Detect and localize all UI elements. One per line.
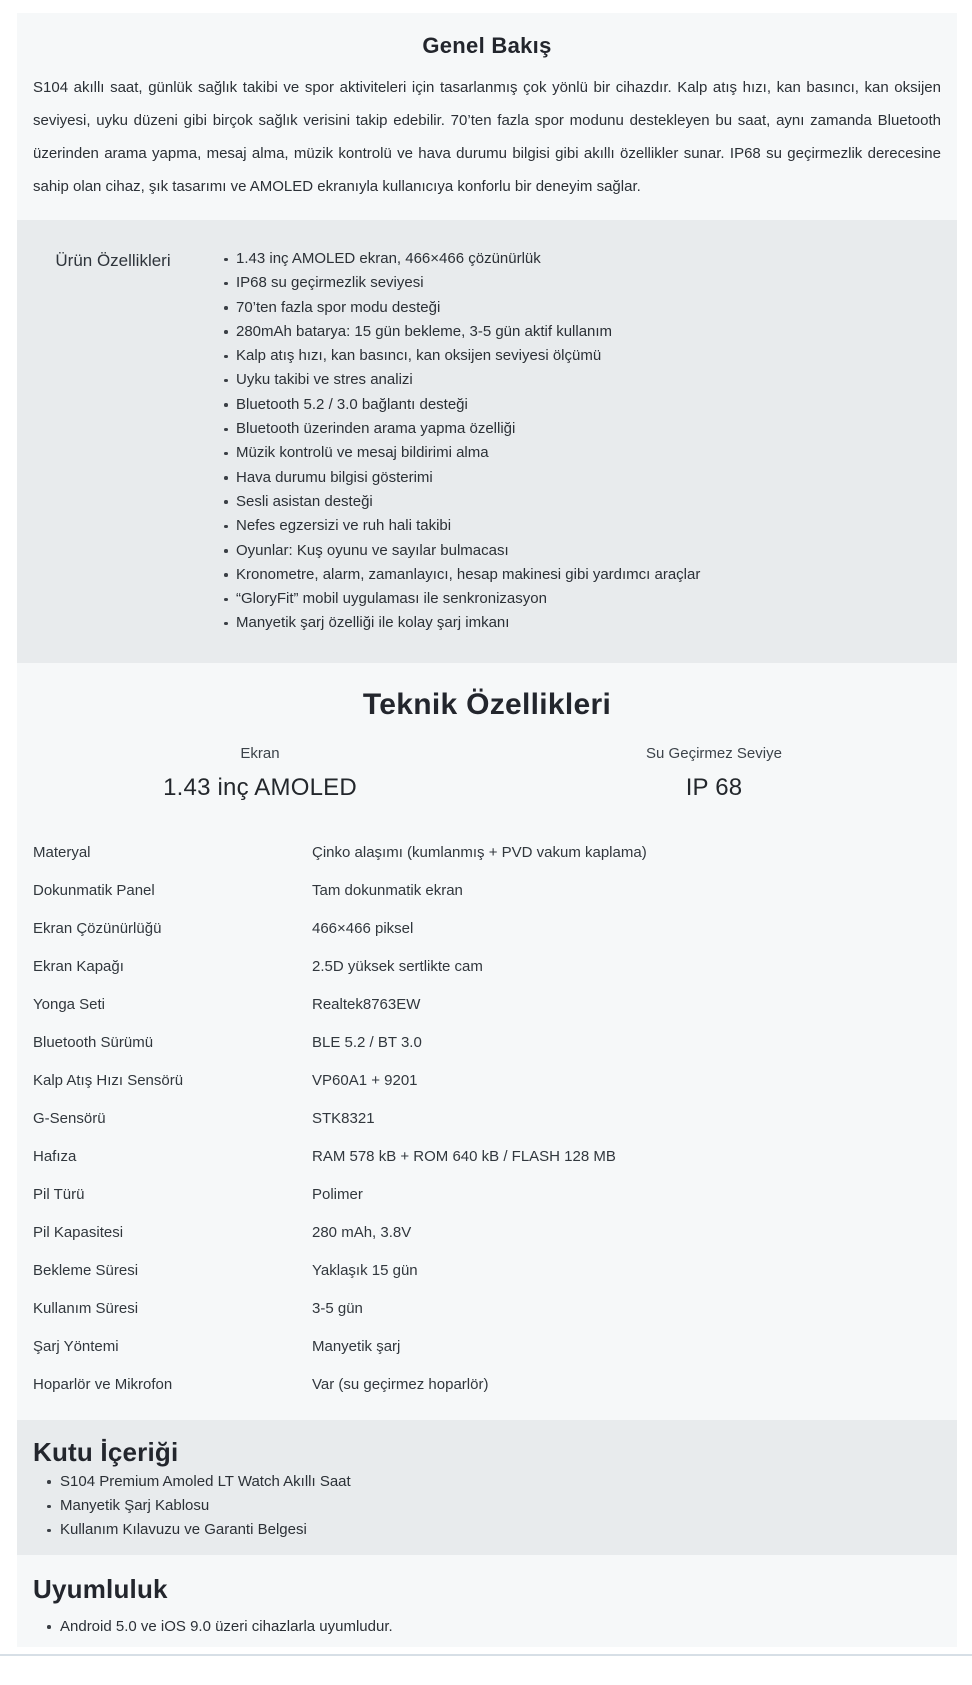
spec-row bbox=[33, 1062, 941, 1100]
spec-row bbox=[33, 948, 941, 986]
spec-row-label: Pil Kapasitesi bbox=[33, 1223, 124, 1241]
spec-row-label: Şarj Yöntemi bbox=[33, 1337, 119, 1355]
spec-row bbox=[33, 1290, 941, 1328]
box-contents-section bbox=[17, 1420, 957, 1555]
spec-row-value: Polimer bbox=[312, 1185, 363, 1203]
spec-row-value: BLE 5.2 / BT 3.0 bbox=[312, 1033, 422, 1051]
feature-item: Uyku takibi ve stres analizi bbox=[193, 368, 941, 392]
spec-row bbox=[33, 1138, 941, 1176]
spec-row-label: Bluetooth Sürümü bbox=[33, 1033, 154, 1051]
spec-highlight-label: Su Geçirmez Seviye bbox=[646, 744, 782, 762]
features-list bbox=[193, 247, 941, 636]
feature-item: Nefes egzersizi ve ruh hali takibi bbox=[193, 514, 941, 538]
spec-row-label: G-Sensörü bbox=[33, 1109, 106, 1127]
spec-row-label: Yonga Seti bbox=[33, 995, 106, 1013]
spec-row bbox=[33, 1214, 941, 1252]
spec-row-value: RAM 578 kB + ROM 640 kB / FLASH 128 MB bbox=[312, 1147, 616, 1165]
feature-item: “GloryFit” mobil uygulaması ile senkronizasyon bbox=[193, 587, 941, 611]
spec-row bbox=[33, 1024, 941, 1062]
spec-row-value: 3-5 gün bbox=[312, 1299, 363, 1317]
box-contents-title: Kutu İçeriği bbox=[33, 1436, 179, 1467]
spec-row-label: Hoparlör ve Mikrofon bbox=[33, 1375, 173, 1393]
spec-row-value: 280 mAh, 3.8V bbox=[312, 1223, 412, 1241]
spec-row-label: Bekleme Süresi bbox=[33, 1261, 139, 1279]
feature-item: Bluetooth 5.2 / 3.0 bağlantı desteği bbox=[193, 393, 941, 417]
compatibility-section bbox=[17, 1555, 957, 1647]
feature-item: Bluetooth üzerinden arama yapma özelliği bbox=[193, 417, 941, 441]
spec-highlight bbox=[487, 743, 941, 804]
feature-item: Oyunlar: Kuş oyunu ve sayılar bulmacası bbox=[193, 539, 941, 563]
spec-row-label: Ekran Çözünürlüğü bbox=[33, 919, 162, 937]
feature-item: Müzik kontrolü ve mesaj bildirimi alma bbox=[193, 441, 941, 465]
spec-row-label: Kullanım Süresi bbox=[33, 1299, 139, 1317]
spec-row-value: Realtek8763EW bbox=[312, 995, 421, 1013]
spec-row-value: Tam dokunmatik ekran bbox=[312, 881, 463, 899]
compatibility-title: Uyumluluk bbox=[33, 1573, 168, 1604]
overview-paragraph: S104 akıllı saat, günlük sağlık takibi ve spor aktiviteleri için tasarlanmış çok yönlü bir cihazdır. Kalp atış hızı, kan basıncı, kan oksijen seviyesi, uyku düzeni gibi birçok sağlık verisini takip edebilir. 70’ten fazla spor modunu destekleyen bu saat, aynı zamanda Bluetooth üzerinden arama yapma, mesaj alma, müzik kontrolü ve hava durumu bilgisi gibi akıllı özellikler sunar. IP68 su geçirmezlik derecesine sahip olan cihaz, şık tasarımı ve AMOLED ekranıyla kullanıcıya konforlu bir deneyim sağlar. bbox=[33, 79, 941, 195]
feature-item: Hava durumu bilgisi gösterimi bbox=[193, 466, 941, 490]
feature-item: 1.43 inç AMOLED ekran, 466×466 çözünürlük bbox=[193, 247, 941, 271]
feature-item: Kalp atış hızı, kan basıncı, kan oksijen seviyesi ölçümü bbox=[193, 344, 941, 368]
spec-row-value: Yaklaşık 15 gün bbox=[312, 1261, 418, 1279]
spec-row-value: STK8321 bbox=[312, 1109, 375, 1127]
compatibility-item: Android 5.0 ve iOS 9.0 üzeri cihazlarla uyumludur. bbox=[33, 1615, 941, 1639]
page-divider bbox=[0, 1654, 972, 1656]
spec-row bbox=[33, 1328, 941, 1366]
feature-item: 70’ten fazla spor modu desteği bbox=[193, 296, 941, 320]
product-description-card bbox=[17, 13, 957, 1647]
spec-row-label: Materyal bbox=[33, 843, 91, 861]
tech-title: Teknik Özellikleri bbox=[362, 687, 612, 721]
feature-item: Manyetik şarj özelliği ile kolay şarj imkanı bbox=[193, 611, 941, 635]
overview-title: Genel Bakış bbox=[422, 33, 552, 58]
spec-row bbox=[33, 1366, 941, 1404]
feature-item: Sesli asistan desteği bbox=[193, 490, 941, 514]
spec-row-label: Hafıza bbox=[33, 1147, 77, 1165]
spec-row bbox=[33, 986, 941, 1024]
spec-row-value: Çinko alaşımı (kumlanmış + PVD vakum kaplama) bbox=[312, 843, 647, 861]
box-content-item: Kullanım Kılavuzu ve Garanti Belgesi bbox=[33, 1518, 941, 1542]
feature-item: 280mAh batarya: 15 gün bekleme, 3-5 gün aktif kullanım bbox=[193, 320, 941, 344]
spec-row-value: 2.5D yüksek sertlikte cam bbox=[312, 957, 483, 975]
overview-section bbox=[17, 13, 957, 220]
features-label: Ürün Özellikleri bbox=[55, 251, 171, 270]
spec-highlight bbox=[33, 743, 487, 804]
spec-row-value: VP60A1 + 9201 bbox=[312, 1071, 418, 1089]
spec-row-value: 466×466 piksel bbox=[312, 919, 414, 937]
product-features-section bbox=[17, 220, 957, 663]
spec-highlight-value: 1.43 inç AMOLED bbox=[163, 773, 357, 801]
spec-row-value: Manyetik şarj bbox=[312, 1337, 401, 1355]
box-content-item: S104 Premium Amoled LT Watch Akıllı Saat bbox=[33, 1470, 941, 1494]
spec-row-label: Ekran Kapağı bbox=[33, 957, 124, 975]
box-contents-list bbox=[33, 1470, 941, 1543]
spec-row bbox=[33, 1176, 941, 1214]
feature-item: Kronometre, alarm, zamanlayıcı, hesap makinesi gibi yardımcı araçlar bbox=[193, 563, 941, 587]
spec-row bbox=[33, 1252, 941, 1290]
feature-item: IP68 su geçirmezlik seviyesi bbox=[193, 271, 941, 295]
spec-row-label: Dokunmatik Panel bbox=[33, 881, 155, 899]
technical-specs-section bbox=[17, 663, 957, 1404]
spec-highlights bbox=[33, 743, 941, 804]
spec-row-label: Pil Türü bbox=[33, 1185, 85, 1203]
spec-highlight-value: IP 68 bbox=[685, 773, 743, 801]
spec-table bbox=[33, 834, 941, 1404]
spec-row bbox=[33, 834, 941, 872]
spec-row-value: Var (su geçirmez hoparlör) bbox=[312, 1375, 489, 1393]
compatibility-list bbox=[33, 1615, 941, 1639]
spec-highlight-label: Ekran bbox=[240, 744, 280, 762]
spec-row bbox=[33, 910, 941, 948]
spec-row-label: Kalp Atış Hızı Sensörü bbox=[33, 1071, 184, 1089]
box-content-item: Manyetik Şarj Kablosu bbox=[33, 1494, 941, 1518]
spec-row bbox=[33, 1100, 941, 1138]
spec-row bbox=[33, 872, 941, 910]
